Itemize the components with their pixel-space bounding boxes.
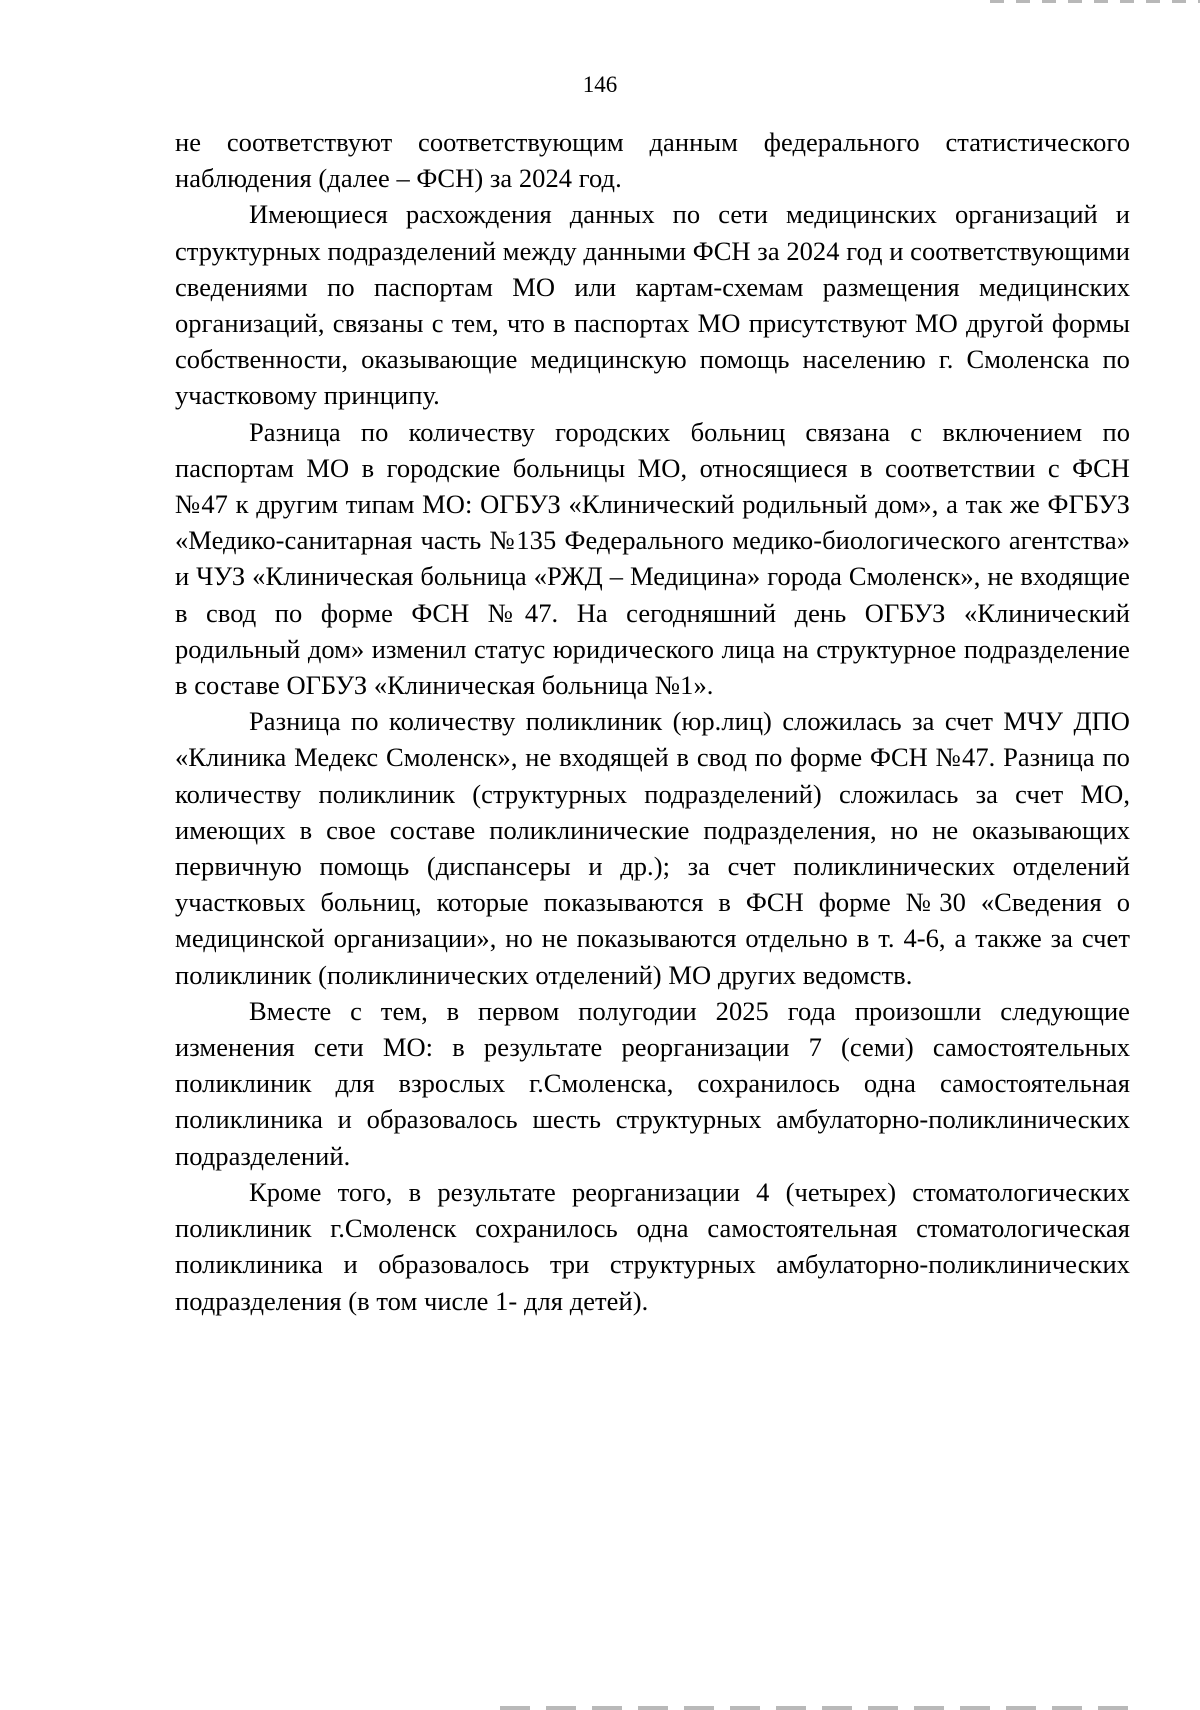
paragraph-continuation: не соответствуют соответствующим данным федерального статистического наблюдения (далее – ФСН) за 2024 год. <box>175 127 1130 194</box>
page-number: 146 <box>582 72 618 97</box>
scan-artifact-top <box>990 0 1200 3</box>
document-body <box>175 124 1130 1319</box>
paragraph-discrepancies: Имеющиеся расхождения данных по сети медицинских организаций и структурных подразделений между данными ФСН за 2024 год и соответствующими сведениями по паспортам МО или картам-схемам размещения медицинских организаций, связаны с тем, что в паспортах МО присутствуют МО другой формы собственности, оказывающие медицинскую помощь населению г. Смоленска по участковому принципу. <box>175 199 1130 411</box>
paragraph-city-hospitals: Разница по количеству городских больниц связана с включением по паспортам МО в городские больницы МО, относящиеся в соответствии с ФСН №47 к другим типам МО: ОГБУЗ «Клинический родильный дом», а так же ФГБУЗ «Медико-санитарная часть №135 Федерального медико-биологического агентства» и ЧУЗ «Клиническая больница «РЖД – Медицина» города Смоленск», не входящие в свод по форме ФСН №47. На сегодняшний день ОГБУЗ «Клинический родильный дом» изменил статус юридического лица на структурное подразделение в составе ОГБУЗ «Клиническая больница №1». <box>175 416 1130 701</box>
paragraph-polyclinics: Разница по количеству поликлиник (юр.лиц) сложилась за счет МЧУ ДПО «Клиника Медекс Смоленск», не входящей в свод по форме ФСН №47. Разница по количеству поликлиник (структурных подразделений) сложилась за счет МО, имеющих в свое составе поликлинические подразделения, но не оказывающих первичную помощь (диспансеры и др.); за счет поликлинических отделений участковых больниц, которые показываются в ФСН форме №30 «Сведения о медицинской организации», но не показываются отдельно в т. 4-6, а также за счет поликлиник (поликлинических отделений) МО других ведомств. <box>175 706 1130 990</box>
paragraph-reorganization-adult: Вместе с тем, в первом полугодии 2025 года произошли следующие изменения сети МО: в результате реорганизации 7 (семи) самостоятельных поликлиник для взрослых г.Смоленска, сохранилось одна самостоятельная поликлиника и образовалось шесть структурных амбулаторно-поликлинических подразделений. <box>175 995 1130 1171</box>
paragraph-reorganization-dental: Кроме того, в результате реорганизации 4 (четырех) стоматологических поликлиник г.Смоленск сохранилось одна самостоятельная стоматологическая поликлиника и образовалось три структурных амбулаторно-поликлинических подразделения (в том числе 1- для детей). <box>175 1176 1130 1316</box>
scan-artifact-bottom <box>500 1706 1140 1710</box>
